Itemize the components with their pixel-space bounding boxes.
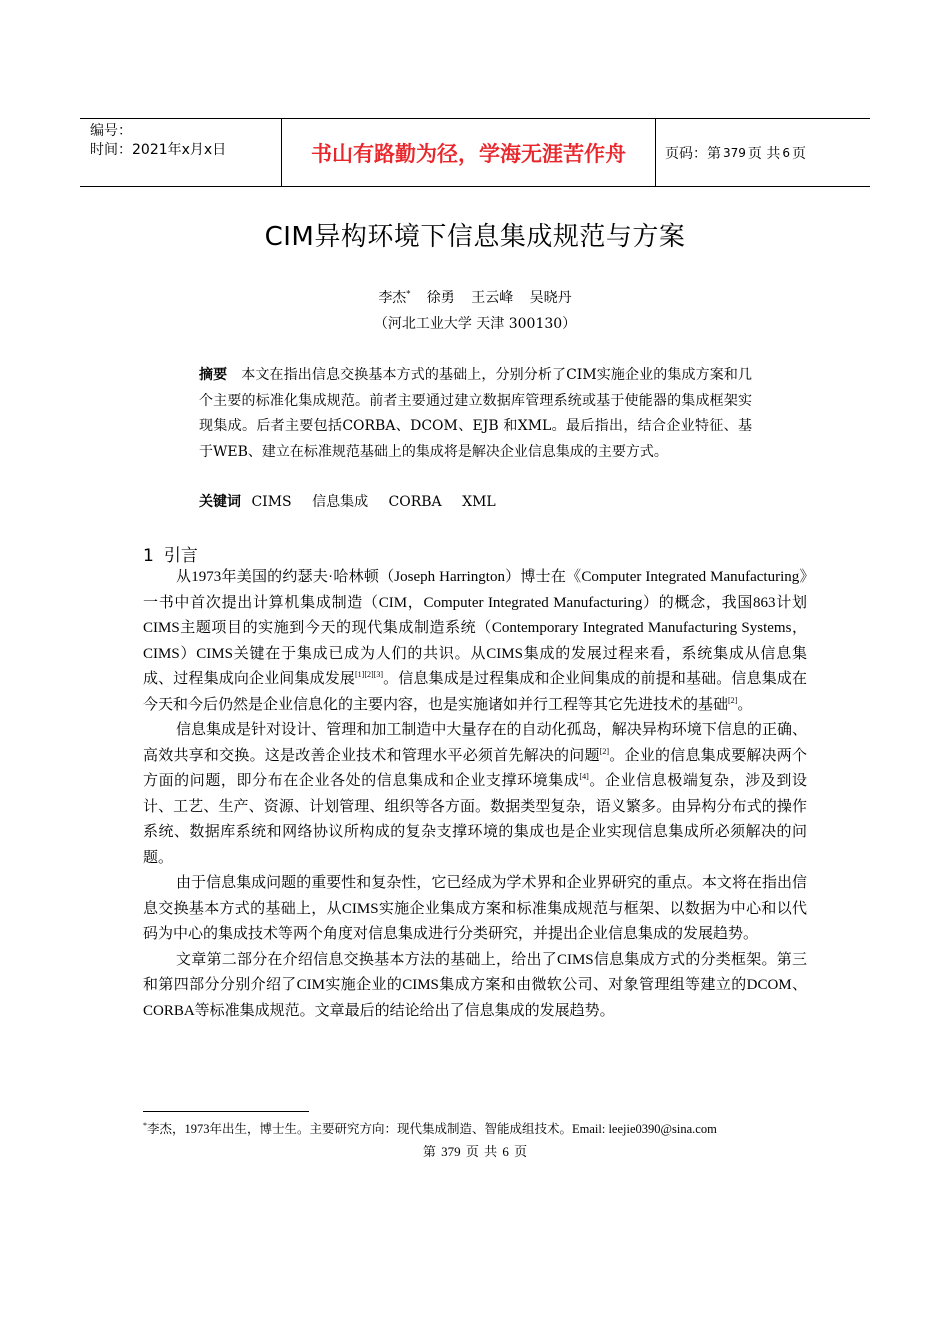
- keyword: CIMS: [251, 494, 292, 510]
- page-suffix: 页: [792, 145, 806, 162]
- page-mid: 页 共: [747, 145, 781, 162]
- footnote: [143, 1119, 807, 1137]
- keywords-label: 关键词: [199, 494, 241, 510]
- time-label: 时间：2021年x月x日: [90, 142, 227, 158]
- page-total: 6: [782, 145, 790, 160]
- section-number: 1: [143, 546, 154, 566]
- author-name: 徐勇: [426, 290, 455, 306]
- author-name: 吴晓丹: [529, 290, 572, 306]
- author-name: 王云峰: [471, 290, 514, 306]
- abstract-label: 摘要: [199, 367, 228, 383]
- serial-label: 编号：: [90, 123, 132, 139]
- paper-title: CIM异构环境下信息集成规范与方案: [264, 222, 686, 252]
- citation: [1][2][3]: [355, 670, 383, 679]
- affiliation: （河北工业大学 天津 300130）: [373, 316, 577, 332]
- section-heading: [143, 541, 198, 566]
- page-number: 379: [723, 145, 746, 160]
- author-list: [0, 287, 950, 307]
- abstract: [199, 363, 752, 465]
- footnote-text: 李杰，1973年出生，博士生。主要研究方向：现代集成制造、智能成组技术。Email: leejie0390@sina.com: [147, 1122, 717, 1136]
- abstract-text: 本文在指出信息交换基本方式的基础上，分别分析了CIM实施企业的集成方案和几个主要的标准化集成规范。前者主要通过建立数据库管理系统或基于使能器的集成框架实现集成。后者主要包括CORBA、DCOM、EJB 和XML。最后指出，结合企业特征、基于WEB、建立在标准规范基础上的集成将是解决企业信息集成的主要方式。: [199, 367, 753, 460]
- paragraph: 从1973年美国的约瑟夫·哈林顿（Joseph Harrington）博士在《Computer Integrated Manufacturing》一书中首次提出计算机集成制造（CIM，Computer Integrated Manufacturing）的概念，我国863计划CIMS主题项目的实施到今天的现代集成制造系统（Contemporary Integrated Manufacturing Systems，CIMS）CIMS关键在于集成已成为人们的共识。从CIMS集成的发展过程来看，系统集成从信息集成、过程集成向企业间集成发展[1][2][3]。信息集成是过程集成和企业间集成的前提和基础。信息集成在今天和今后仍然是企业信息化的主要内容，也是实施诸如并行工程等其它先进技术的基础[2]。: [143, 569, 807, 713]
- keyword: 信息集成: [312, 494, 369, 510]
- footnote-rule: [143, 1111, 309, 1112]
- paragraph: 由于信息集成问题的重要性和复杂性，它已经成为学术界和企业界研究的重点。本文将在指出信息交换基本方式的基础上，从CIMS实施企业集成方案和标准集成规范与框架、以数据为中心和以代码为中心的集成技术等两个角度对信息集成进行分类研究，并提出企业信息集成的发展趋势。: [143, 875, 807, 942]
- citation: [4]: [579, 772, 589, 781]
- section-title: 引言: [163, 546, 198, 566]
- header-meta: [90, 122, 285, 160]
- body-text: [143, 565, 807, 1024]
- citation: [2]: [728, 695, 738, 705]
- keyword: CORBA: [388, 494, 442, 510]
- page-prefix: 页码：第: [665, 145, 721, 162]
- keyword: XML: [462, 494, 496, 510]
- paragraph: 文章第二部分在介绍信息交换基本方法的基础上，给出了CIMS信息集成方式的分类框架。第三和第四部分分别介绍了CIM实施企业的CIMS集成方案和由微软公司、对象管理组等建立的DCOM、CORBA等标准集成规范。文章最后的结论给出了信息集成的发展趋势。: [143, 951, 807, 1019]
- keywords: [199, 491, 752, 511]
- citation: [2]: [599, 746, 610, 756]
- page-footer: 第 379 页 共 6 页: [422, 1144, 528, 1159]
- document-header: [80, 118, 870, 187]
- footnote-mark: *: [143, 1120, 147, 1130]
- header-page-info: [665, 119, 806, 186]
- author-name: 李杰*: [378, 289, 411, 306]
- header-motto: 书山有路勤为径，学海无涯苦作舟: [281, 119, 656, 186]
- paragraph: 信息集成是针对设计、管理和加工制造中大量存在的自动化孤岛，解决异构环境下信息的正确、高效共享和交换。这是改善企业技术和管理水平必须首先解决的问题[2]。企业的信息集成要解决两个方面的问题，即分布在企业各处的信息集成和企业支撑环境集成[4]。企业信息极端复杂，涉及到设计、工艺、生产、资源、计划管理、组织等各方面。数据类型复杂，语义繁多。由异构分布式的操作系统、数据库系统和网络协议所构成的复杂支撑环境的集成也是企业实现信息集成所必须解决的问题。: [143, 722, 807, 866]
